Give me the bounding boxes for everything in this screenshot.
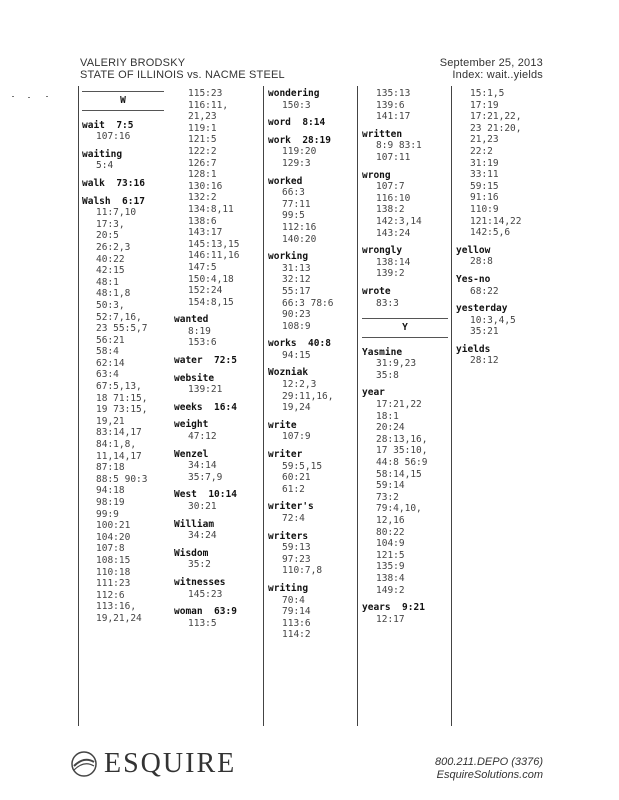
page-line-ref: 67:5,13,: [96, 381, 142, 393]
page-line-ref: 32:12: [282, 274, 311, 286]
page-line-ref: 139:6: [376, 99, 405, 111]
page-line-ref: 29:11,16,: [282, 390, 334, 402]
index-column-1: [82, 88, 164, 625]
index-column-4: [362, 88, 448, 625]
page-line-ref: 98:19: [96, 497, 125, 508]
page-line-ref: 17 35:10,: [376, 445, 428, 457]
index-term: Wisdom: [174, 547, 209, 559]
page-line-ref: 40:22: [96, 253, 125, 265]
page-line-ref: 138:6: [188, 215, 217, 227]
page-line-ref: 66:3: [282, 187, 305, 199]
page-line-ref: 110:7,8: [282, 565, 323, 577]
index-term: years 9:21: [362, 602, 425, 614]
deponent-name: VALERIY BRODSKY: [80, 57, 186, 69]
footer-website: EsquireSolutions.com: [436, 769, 543, 781]
page-line-ref: 138:4: [376, 572, 405, 584]
index-term: waiting: [82, 148, 123, 160]
page-line-ref: 145:13,15: [188, 238, 240, 250]
page-line-ref: 80:22: [376, 526, 405, 538]
page-line-ref: 119:1: [188, 122, 217, 134]
esquire-logo: [70, 748, 236, 780]
page-line-ref: 35:7,9: [188, 471, 223, 483]
page-line-ref: 79:14: [282, 606, 311, 618]
index-term: weeks 16:4: [174, 401, 237, 413]
page-header-left: [80, 57, 285, 81]
index-range: Index: wait..yields: [452, 69, 543, 81]
page-line-ref: 23 21:20,: [470, 122, 522, 134]
page-line-ref: 108:9: [282, 320, 311, 332]
page-line-ref: 115:23: [188, 88, 223, 99]
index-term: wrote: [362, 285, 391, 297]
index-term: West 10:14: [174, 489, 237, 501]
page-line-ref: 129:3: [282, 157, 311, 169]
index-column-5: [456, 88, 540, 367]
page-line-ref: 17:21,22,: [470, 111, 522, 123]
index-term: writers: [268, 530, 309, 542]
page-line-ref: 17:21,22: [376, 399, 422, 411]
page-header-right: [440, 57, 543, 81]
page-line-ref: 110:18: [96, 566, 131, 578]
page-line-ref: 31:13: [282, 262, 311, 274]
letter-heading: W: [120, 95, 126, 106]
page-line-ref: 21,23: [470, 134, 499, 146]
page-line-ref: 11:7,10: [96, 207, 137, 219]
page-line-ref: 28:12: [470, 355, 499, 367]
page-line-ref: 77:11: [282, 198, 311, 210]
page-line-ref: 59:13: [282, 542, 311, 554]
page-line-ref: 116:11,: [188, 99, 229, 111]
page-line-ref: 19 73:15,: [96, 404, 148, 416]
scan-speck: [12, 96, 14, 97]
page-line-ref: 116:10: [376, 192, 411, 204]
page-line-ref: 121:5: [376, 549, 405, 561]
page-line-ref: 28:13,16,: [376, 433, 428, 445]
page-line-ref: 128:1: [188, 169, 217, 181]
page-line-ref: 31:19: [470, 157, 499, 169]
column-divider: [357, 86, 358, 726]
page-line-ref: 68:22: [470, 285, 499, 297]
page-line-ref: 104:20: [96, 531, 131, 543]
page-line-ref: 70:4: [282, 594, 305, 606]
page-line-ref: 44:8 56:9: [376, 457, 428, 469]
page-line-ref: 18:1: [376, 410, 399, 422]
page-line-ref: 121:14,22: [470, 215, 522, 227]
page-line-ref: 141:17: [376, 111, 411, 123]
page-line-ref: 134:8,11: [188, 203, 234, 215]
page-line-ref: 138:14: [376, 256, 411, 268]
letter-heading: Y: [402, 322, 408, 334]
page-line-ref: 12:17: [376, 613, 405, 625]
page-line-ref: 111:23: [96, 578, 131, 590]
index-term: worked: [268, 175, 303, 187]
page-line-ref: 149:2: [376, 584, 405, 596]
page-line-ref: 26:2,3: [96, 241, 131, 253]
page-line-ref: 97:23: [282, 553, 311, 565]
page-line-ref: 150:4,18: [188, 273, 234, 285]
page-line-ref: 48:1,8: [96, 288, 131, 300]
page-line-ref: 143:24: [376, 227, 411, 239]
page-line-ref: 5:4: [96, 160, 114, 172]
page-line-ref: 12:2,3: [282, 379, 317, 391]
page-line-ref: 60:21: [282, 472, 311, 484]
index-term: writing: [268, 582, 309, 594]
page-line-ref: 107:11: [376, 151, 411, 163]
page-line-ref: 135:13: [376, 88, 411, 99]
index-term: Walsh 6:17: [82, 195, 145, 207]
page-line-ref: 112:16: [282, 221, 317, 233]
index-term: water 72:5: [174, 355, 237, 367]
page-line-ref: 28:8: [470, 256, 493, 268]
page-line-ref: 139:2: [376, 268, 405, 280]
page-line-ref: 23 55:5,7: [96, 323, 148, 335]
page-line-ref: 52:7,16,: [96, 311, 142, 323]
entry-gap: [362, 309, 448, 315]
page-line-ref: 19,24: [282, 402, 311, 414]
page-line-ref: 59:15: [470, 180, 499, 192]
page-line-ref: 66:3 78:6: [282, 297, 334, 309]
page-line-ref: 33:11: [470, 169, 499, 181]
page-line-ref: 56:21: [96, 334, 125, 346]
page-line-ref: 153:6: [188, 337, 217, 349]
index-term: writer's: [268, 501, 314, 513]
footer-phone: 800.211.DEPO (3376): [434, 756, 543, 768]
index-term: working: [268, 251, 309, 263]
page-line-ref: 91:16: [470, 192, 499, 204]
page-line-ref: 8:9 83:1: [376, 140, 422, 152]
footer-contact: [435, 756, 543, 782]
page-line-ref: 12,16: [376, 515, 405, 526]
page-line-ref: 72:4: [282, 513, 305, 524]
page-line-ref: 59:5,15: [282, 460, 323, 472]
page-line-ref: 83:3: [376, 297, 399, 309]
index-term: written: [362, 128, 403, 140]
page-line-ref: 48:1: [96, 276, 119, 288]
page-line-ref: 113:6: [282, 617, 311, 629]
brand-name: ESQUIRE: [104, 748, 237, 779]
page-line-ref: 63:4: [96, 369, 119, 381]
page-line-ref: 35:2: [188, 559, 211, 571]
page-line-ref: 94:15: [282, 349, 311, 361]
page-line-ref: 8:19: [188, 325, 211, 337]
index-term: wanted: [174, 314, 209, 326]
page-line-ref: 154:8,15: [188, 296, 234, 308]
page-line-ref: 113:5: [188, 617, 217, 629]
page-line-ref: 142:5,6: [470, 227, 511, 239]
page-line-ref: 17:3,: [96, 218, 125, 230]
page-line-ref: 99:5: [282, 210, 305, 222]
index-term: witnesses: [174, 576, 226, 588]
page-line-ref: 10:3,4,5: [470, 314, 516, 326]
page-line-ref: 138:2: [376, 204, 405, 216]
page-line-ref: 107:9: [282, 431, 311, 443]
index-term: Wozniak: [268, 367, 309, 379]
index-term: yields: [456, 343, 491, 355]
index-term: work 28:19: [268, 134, 331, 146]
page-line-ref: 79:4,10,: [376, 503, 422, 515]
page-line-ref: 135:9: [376, 561, 405, 573]
section-rule: [362, 337, 448, 338]
page-line-ref: 58:14,15: [376, 468, 422, 480]
page-line-ref: 18 71:15,: [96, 392, 148, 404]
page-line-ref: 119:20: [282, 146, 317, 158]
page-line-ref: 31:9,23: [376, 358, 417, 370]
section-rule: [82, 91, 164, 92]
page-line-ref: 108:15: [96, 554, 131, 566]
page-line-ref: 113:16,: [96, 601, 137, 613]
case-caption: STATE OF ILLINOIS vs. NACME STEEL: [80, 69, 285, 81]
page-line-ref: 20:24: [376, 422, 405, 434]
page-line-ref: 61:2: [282, 483, 305, 495]
page-line-ref: 146:11,16: [188, 250, 240, 262]
page-line-ref: 84:1,8,: [96, 439, 137, 451]
page-line-ref: 21,23: [188, 111, 217, 123]
index-term: word 8:14: [268, 117, 326, 129]
page-line-ref: 94:18: [96, 485, 125, 497]
page-line-ref: 110:9: [470, 203, 499, 215]
page-line-ref: 107:16: [96, 131, 131, 143]
page-line-ref: 73:2: [376, 491, 399, 503]
page-line-ref: 104:9: [376, 538, 405, 550]
index-term: walk 73:16: [82, 177, 145, 189]
page-line-ref: 142:3,14: [376, 215, 422, 227]
page-line-ref: 83:14,17: [96, 427, 142, 439]
index-column-2: [174, 88, 258, 629]
page-line-ref: 34:14: [188, 460, 217, 472]
page-line-ref: 11,14,17: [96, 450, 142, 462]
page-line-ref: 100:21: [96, 520, 131, 532]
scan-speck: [46, 96, 48, 97]
index-term: wrong: [362, 169, 391, 181]
page-line-ref: 114:2: [282, 629, 311, 641]
page-line-ref: 30:21: [188, 501, 217, 512]
page-line-ref: 130:16: [188, 180, 223, 192]
page-line-ref: 22:2: [470, 145, 493, 157]
page-line-ref: 34:24: [188, 530, 217, 542]
index-term: website: [174, 372, 215, 384]
index-term: yellow: [456, 244, 491, 256]
page-line-ref: 50:3,: [96, 299, 125, 311]
page-line-ref: 145:23: [188, 588, 223, 600]
page-line-ref: 126:7: [188, 157, 217, 169]
section-rule: [82, 110, 164, 111]
page-line-ref: 122:2: [188, 145, 217, 157]
index-term: Yes-no: [456, 273, 491, 285]
page-line-ref: 143:17: [188, 227, 223, 239]
index-term: write: [268, 419, 297, 431]
index-term: writer: [268, 449, 303, 461]
column-divider: [451, 86, 452, 726]
page-line-ref: 121:5: [188, 134, 217, 146]
index-term: woman 63:9: [174, 606, 237, 618]
page-line-ref: 107:8: [96, 543, 125, 555]
page-line-ref: 99:9: [96, 508, 119, 520]
deposition-date: September 25, 2013: [439, 57, 543, 69]
page-line-ref: 90:23: [282, 309, 311, 321]
page-line-ref: 55:17: [282, 285, 311, 297]
page-line-ref: 152:24: [188, 285, 223, 297]
index-term: weight: [174, 419, 209, 431]
page-line-ref: 17:19: [470, 99, 499, 111]
page-line-ref: 88:5 90:3: [96, 473, 148, 485]
column-divider: [263, 86, 264, 726]
page-line-ref: 35:21: [470, 326, 499, 338]
page-line-ref: 59:14: [376, 480, 405, 492]
scan-speck: [28, 97, 30, 98]
page-line-ref: 107:7: [376, 181, 405, 193]
page-line-ref: 35:8: [376, 369, 399, 381]
page-line-ref: 47:12: [188, 431, 217, 443]
index-term: Wenzel: [174, 448, 209, 460]
index-term: wait 7:5: [82, 119, 134, 131]
page-line-ref: 58:4: [96, 346, 119, 358]
page-line-ref: 19,21,24: [96, 612, 142, 624]
column-divider: [78, 86, 79, 726]
index-term: wrongly: [362, 245, 403, 257]
page-line-ref: 140:20: [282, 233, 317, 245]
page-line-ref: 112:6: [96, 589, 125, 601]
index-term: William: [174, 518, 215, 530]
page-line-ref: 147:5: [188, 261, 217, 273]
index-term: works 40:8: [268, 338, 331, 350]
page-line-ref: 20:5: [96, 230, 119, 242]
index-column-3: [268, 88, 356, 641]
page-line-ref: 62:14: [96, 357, 125, 369]
page-line-ref: 19,21: [96, 415, 125, 427]
section-rule: [362, 318, 448, 319]
page-line-ref: 139:21: [188, 384, 223, 396]
index-term: Yasmine: [362, 346, 403, 358]
page-line-ref: 15:1,5: [470, 88, 505, 99]
esquire-swoosh-icon: [70, 750, 98, 778]
index-term: wondering: [268, 88, 320, 99]
page-line-ref: 87:18: [96, 462, 125, 474]
index-term: year: [362, 387, 385, 399]
page-line-ref: 42:15: [96, 265, 125, 277]
page-line-ref: 150:3: [282, 99, 311, 111]
page-line-ref: 132:2: [188, 192, 217, 204]
index-term: yesterday: [456, 303, 508, 315]
